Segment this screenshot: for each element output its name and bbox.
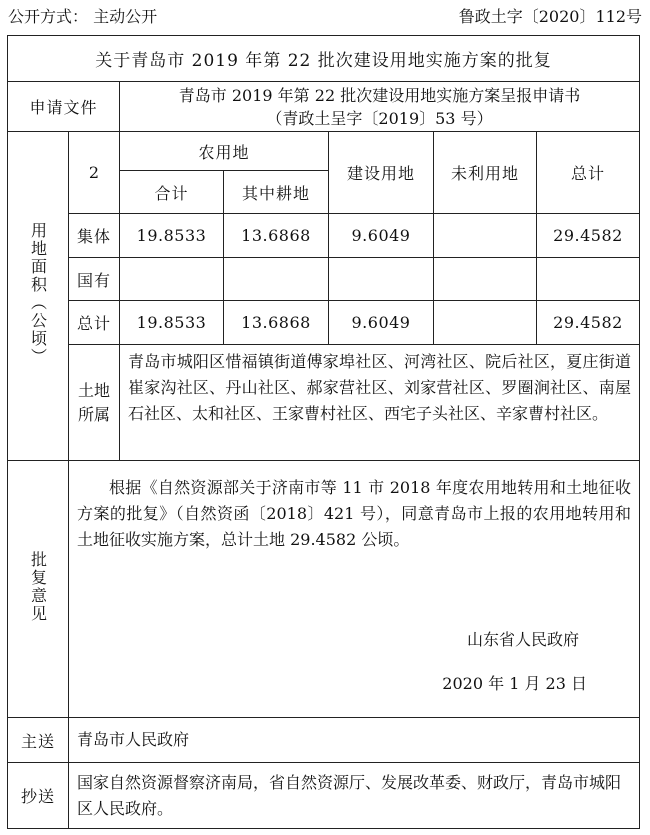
header-agricultural: 农用地 [120,132,329,171]
approval-signatory: 山东省人民政府 [466,630,579,649]
header-subtotal: 合计 [120,171,224,214]
cell-unused [434,301,537,345]
ownership-label-cell [69,345,120,461]
header-total: 总计 [537,132,640,214]
cell-unused [434,214,537,258]
document-title: 关于青岛市 2019 年第 22 批次建设用地实施方案的批复 [8,36,640,82]
ownership-text: 青岛市城阳区惜福镇街道傅家埠社区、河湾社区、院后社区，夏庄街道崔家沟社区、丹山社区、郝家营社区、刘家营社区、罗圈涧社区、南屋石社区、太和社区、王家曹村社区、西宅子头社区、辛家曹村社区。 [120,345,640,461]
cell-arable: 13.6868 [224,301,329,345]
land-area-section [8,132,69,461]
copy-to-label: 抄送 [8,763,69,829]
cell-subtotal [120,258,224,301]
land-area-label: 用地面积（公顷） [28,222,48,366]
copy-to-value: 国家自然资源督察济南局，省自然资源厅、发展改革委、财政厅，青岛市城阳区人民政府。 [69,763,640,829]
table-row-state-owned [8,258,640,301]
ownership-label [76,379,113,427]
approval-label: 批复意见 [28,551,48,623]
cell-total: 29.4582 [537,214,640,258]
approval-date: 2020 年 1 月 23 日 [442,674,587,693]
approval-form-table [7,35,640,829]
document-header [8,4,642,30]
cell-construction [329,258,434,301]
row-label: 集体 [69,214,120,258]
header-unused: 未利用地 [434,132,537,214]
cell-total [537,258,640,301]
cell-subtotal: 19.8533 [120,214,224,258]
document-number: 鲁政土字〔2020〕112号 [458,7,642,26]
table-row-total [8,301,640,345]
application-label: 申请文件 [8,82,120,132]
approval-label-cell [8,461,69,718]
ownership-label-line-1: 土地 [77,380,110,400]
main-recipient-value: 青岛市人民政府 [69,718,640,763]
table-row-collective [8,214,640,258]
approval-text: 根据《自然资源部关于济南市等 11 市 2018 年度农用地转用和土地征收方案的批复》（自然资函〔2018〕421 号），同意青岛市上报的农用地转用和土地征收实施方案，总计土地 29.4582 公顷。 [77,478,631,549]
row-label: 总计 [69,301,120,345]
cell-subtotal: 19.8533 [120,301,224,345]
cell-total: 29.4582 [537,301,640,345]
application-document [120,82,640,132]
row-label: 国有 [69,258,120,301]
approval-opinion [69,461,640,718]
cell-construction: 9.6049 [329,214,434,258]
header-arable: 其中耕地 [224,171,329,214]
cell-arable: 13.6868 [224,214,329,258]
cell-construction: 9.6049 [329,301,434,345]
header-construction: 建设用地 [329,132,434,214]
disclosure-method: 公开方式： 主动公开 [8,7,158,26]
application-line-1: 青岛市 2019 年第 22 批次建设用地实施方案呈报申请书 [178,85,581,105]
cell-unused [434,258,537,301]
application-line-2: （青政土呈字〔2019〕53 号） [266,108,493,128]
cell-arable [224,258,329,301]
ownership-label-line-2: 所属 [77,404,110,424]
main-recipient-label: 主送 [8,718,69,763]
table-corner-value: 2 [69,132,120,214]
